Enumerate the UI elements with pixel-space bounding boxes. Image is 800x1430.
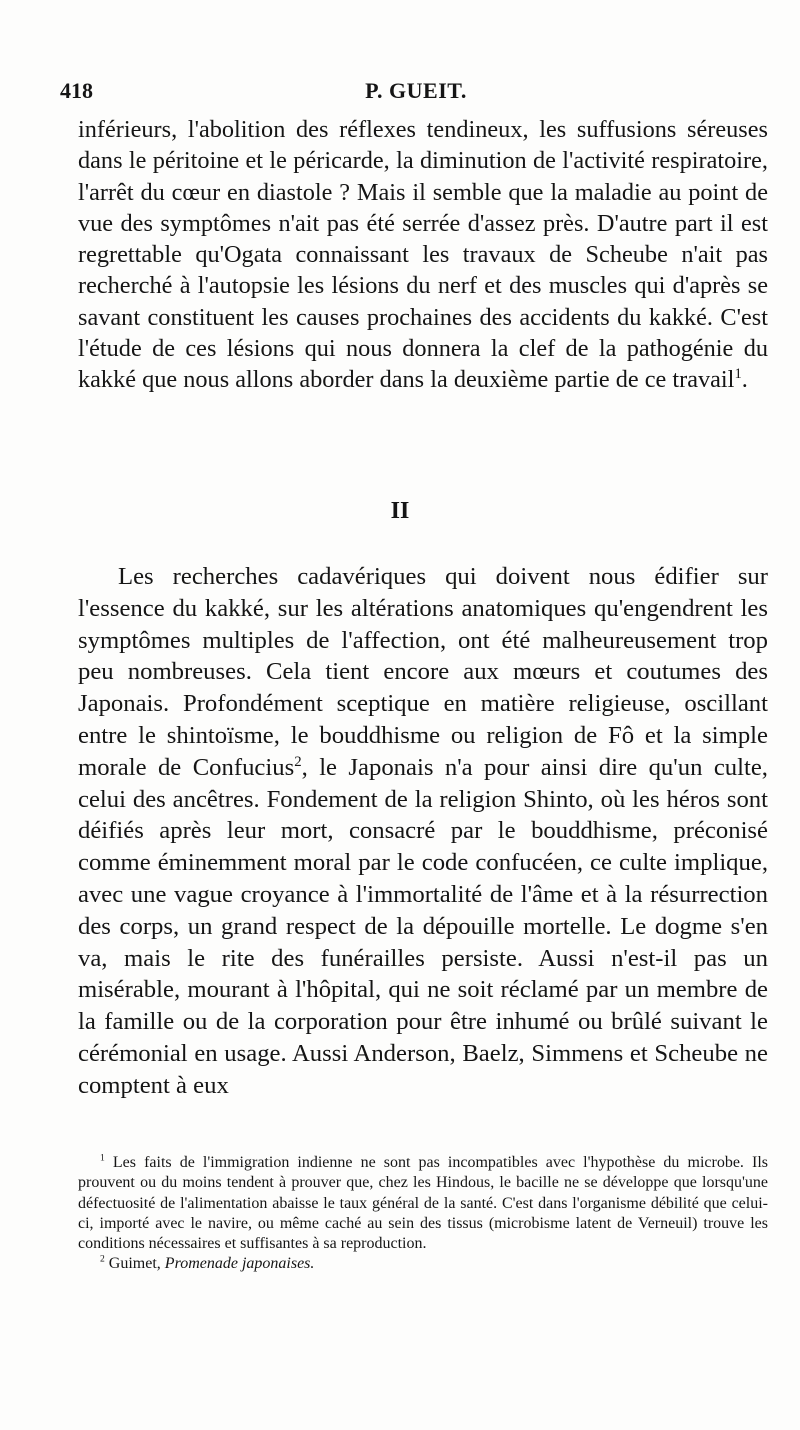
footnote-ref-2: 2 [294, 753, 302, 770]
footnote-2-author: Guimet, [108, 1255, 165, 1273]
paragraph-continuation [78, 114, 768, 396]
paragraph-2-text-b: , le Japonais n'a pour ainsi dire qu'un culte, celui des ancêtres. Fondement de la religion Shinto, où les héros sont déifiés après leur mort, consacré par le bouddhisme, préconisé comme éminemment moral par le code confucéen, ce culte implique, avec une vague croyance à l'immortalité de l'âme et à la résurrection des corps, un grand respect de la dépouille mortelle. Le dogme s'en va, mais le rite des funérailles persiste. Aussi n'est-il pas un misérable, mourant à l'hôpital, qui ne soit réclamé par un membre de la famille ou de la corporation pour être inhumé ou brûlé suivant le cérémonial en usage. Aussi Anderson, Baelz, Simmens et Scheube ne comptent à eux [78, 753, 768, 1099]
footnote-2 [78, 1254, 768, 1274]
paragraph-2-text-a: Les recherches cadavériques qui doivent nous édifier sur l'essence du kakké, sur les altérations anatomiques qu'engendrent les symptômes multiples de l'affection, ont été malheureusement trop peu nombreuses. Cela tient encore aux mœurs et coutumes des Japonais. Profondément sceptique en matière religieuse, oscillant entre le shintoïsme, le bouddhisme ou religion de Fô et la simple morale de Confucius [78, 563, 768, 781]
footnote-ref-1: 1 [734, 366, 742, 383]
paragraph-2 [78, 561, 768, 1102]
running-head [60, 78, 772, 108]
paragraph-1-end: . [741, 366, 748, 394]
paragraph-1-text: inférieurs, l'abolition des réflexes tendineux, les suffusions séreuses dans le péritoine et le péricarde, la diminution de l'activité respiratoire, l'arrêt du cœur en diastole ? Mais il semble que la maladie au point de vue des symptômes n'ait pas été serrée d'assez près. D'autre part il est regrettable qu'Ogata connaissant les travaux de Scheube n'ait pas recherché à l'autopsie les lésions du nerf et des muscles qui d'après se savant constituent les causes prochaines des accidents du kakké. C'est l'étude de ces lésions qui nous donnera la clef de la pathogénie du kakké que nous allons aborder dans la deuxième partie de ce travail [78, 116, 768, 394]
footnotes [78, 1153, 768, 1275]
footnote-2-title: Promenade japonaises. [164, 1255, 315, 1273]
paragraph-1 [78, 114, 768, 396]
footnote-marker-2: 2 [100, 1254, 105, 1266]
footnote-1-text: Les faits de l'immigration indienne ne sont pas incompatibles avec l'hypothèse du microbe. Ils prouvent ou du moins tendent à prouver que, chez les Hindous, le bacille ne se développe que lorsqu'une défectuosité de l'alimentation abaisse le taux général de la santé. C'est dans l'organisme débilité que celui-ci, importé avec le navire, ou même caché au sein des tissus (microbisme latent de Verneuil) trouve les conditions nécessaires et suffisantes à sa reproduction. [78, 1154, 769, 1253]
page-number: 418 [60, 78, 93, 103]
section-heading: II [390, 498, 410, 524]
running-head-author: P. GUEIT. [365, 78, 467, 103]
footnote-marker-1: 1 [100, 1152, 105, 1164]
section-body [78, 561, 768, 1102]
footnote-1 [78, 1153, 768, 1254]
